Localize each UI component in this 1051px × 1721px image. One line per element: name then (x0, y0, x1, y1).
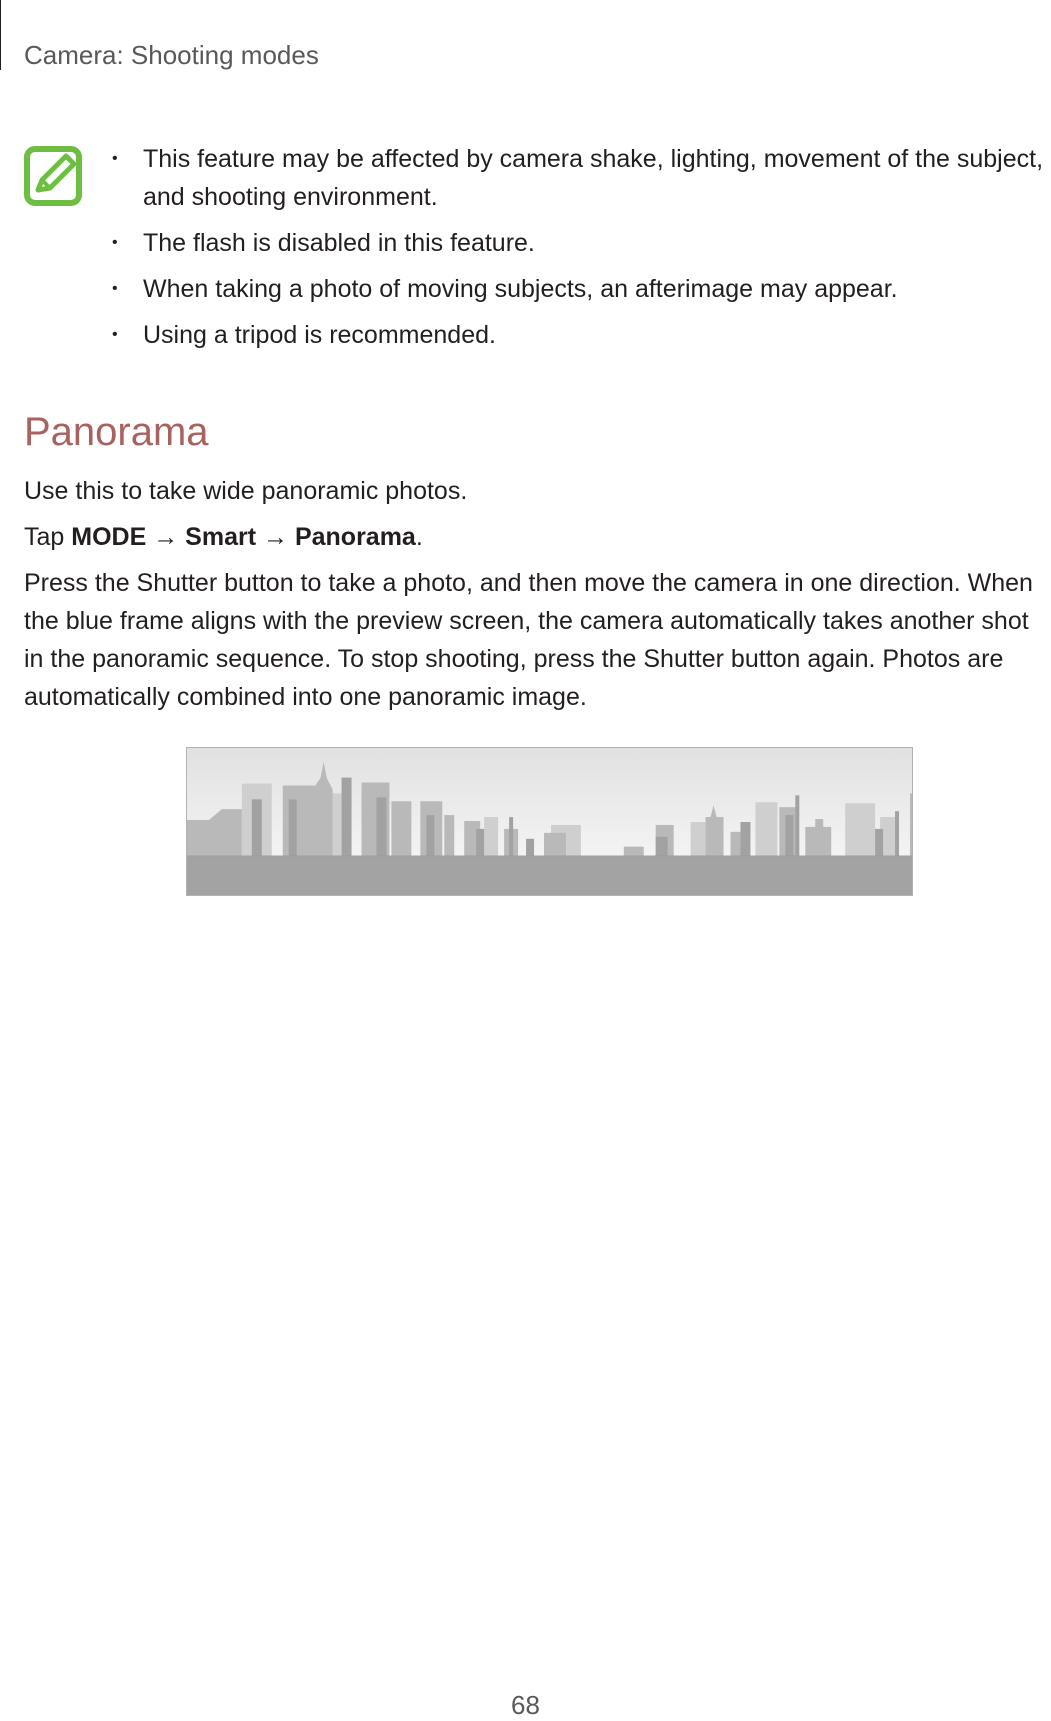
menu-step-smart: Smart (185, 523, 257, 551)
note-list (112, 140, 1051, 362)
note-item: • When taking a photo of moving subjects, an afterimage may appear. (112, 275, 898, 303)
menu-step-panorama: Panorama (294, 523, 416, 551)
note-item: • Using a tripod is recommended. (112, 321, 496, 349)
panoramic-city-skyline (186, 747, 913, 896)
section-title: Panorama (24, 410, 209, 454)
section-description: Press the Shutter button to take a photo, and then move the camera in one direction. When the blue frame aligns with the preview screen, the camera automatically takes another shot in the panoramic sequence. To stop shooting, press the Shutter button again. Photos are automatically combined into one panoramic image. (24, 569, 1033, 711)
page-number: 68 (511, 1690, 540, 1720)
note-item: • This feature may be affected by camera shake, lighting, movement of the subject, and shooting environment. (112, 145, 1044, 211)
header-title: Camera: Shooting modes (24, 40, 319, 70)
section-intro: Use this to take wide panoramic photos. (24, 477, 468, 505)
note-item: • The flash is disabled in this feature. (112, 229, 535, 257)
menu-step-mode: MODE (71, 523, 147, 551)
header-rule (0, 0, 1, 70)
note-pencil-icon (24, 146, 82, 206)
tap-instruction: Tap MODE → Smart → Panorama. (24, 523, 423, 551)
